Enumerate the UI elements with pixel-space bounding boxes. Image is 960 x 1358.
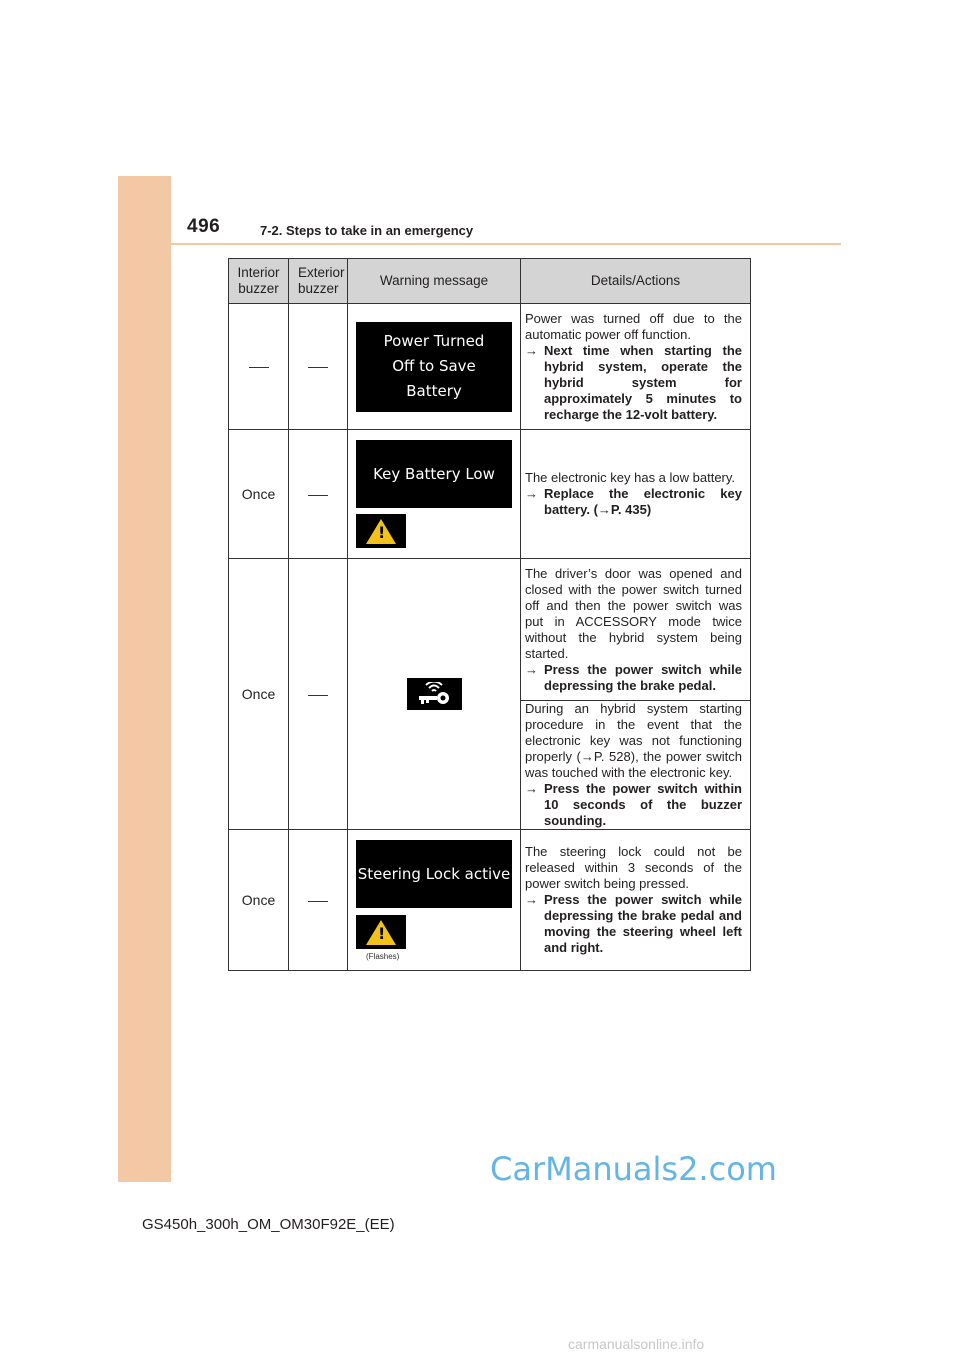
exterior-buzzer-cell <box>289 430 348 559</box>
arrow-icon: → <box>525 781 538 796</box>
details-cell <box>521 304 751 430</box>
action-item <box>525 343 742 423</box>
power-off-display: Power Turned Off to Save Battery <box>356 322 512 412</box>
chapter-sidebar-tab <box>118 176 171 1182</box>
header-interior-buzzer: Interior buzzer <box>229 259 289 304</box>
header-exterior-buzzer: Exterior buzzer <box>289 259 348 304</box>
table-row <box>229 830 751 971</box>
page-number: 496 <box>187 216 221 237</box>
watermark-logo: CarManuals2.com <box>490 1150 777 1188</box>
arrow-icon: → <box>525 661 538 677</box>
none-dash <box>249 367 269 368</box>
arrow-icon: → <box>525 486 538 501</box>
arrow-icon: → <box>525 342 538 358</box>
warning-message-cell <box>348 304 521 430</box>
detail-text: The electronic key has a low battery. <box>525 470 736 485</box>
action-text: Press the power switch within 10 seconds of the buzzer sounding. <box>544 781 742 828</box>
action-text: Replace the electronic key battery. (→P. 435) <box>544 486 742 517</box>
flashes-note: (Flashes) <box>366 952 400 961</box>
action-item <box>525 662 742 694</box>
action-item <box>525 892 742 956</box>
warning-message-cell <box>348 430 521 559</box>
action-text: Next time when starting the hybrid system, operate the hybrid system for approximately 5 minutes to recharge the 12-volt battery. <box>544 342 742 422</box>
table-row <box>229 430 751 559</box>
key-battery-low-display: Key Battery Low <box>356 440 512 508</box>
key-not-detected-icon <box>407 678 462 710</box>
none-dash <box>308 901 328 902</box>
section-title: 7-2. Steps to take in an emergency <box>260 223 474 238</box>
warning-message-cell <box>348 830 521 971</box>
header-rule <box>171 243 841 245</box>
details-cell <box>521 430 751 559</box>
action-text: Press the power switch while depressing the brake pedal. <box>544 661 742 693</box>
details-cell <box>521 559 751 701</box>
steering-lock-display: Steering Lock active <box>356 840 512 908</box>
header-details-actions: Details/Actions <box>521 259 751 304</box>
exterior-buzzer-cell <box>289 830 348 971</box>
none-dash <box>308 367 328 368</box>
warning-message-table <box>228 258 751 971</box>
interior-buzzer-cell: Once <box>229 430 289 559</box>
exterior-buzzer-cell <box>289 559 348 830</box>
warning-message-cell <box>348 559 521 830</box>
details-cell <box>521 830 751 971</box>
footer-model-code: GS450h_300h_OM_OM30F92E_(EE) <box>142 1216 395 1233</box>
detail-text: The driver’s door was opened and closed with the power switch turned off and then the power switch was put in ACCESSORY mode twice without the hybrid system being started. <box>525 565 742 661</box>
master-warning-icon: ! <box>356 514 406 548</box>
action-text: Press the power switch while depressing the brake pedal and moving the steering wheel left and right. <box>544 892 742 955</box>
interior-buzzer-cell <box>229 304 289 430</box>
none-dash <box>308 695 328 696</box>
table-header-row <box>229 259 751 304</box>
interior-buzzer-cell: Once <box>229 559 289 830</box>
interior-buzzer-cell: Once <box>229 830 289 971</box>
detail-text: Power was turned off due to the automatic power off function. <box>525 310 742 342</box>
action-item <box>525 781 742 829</box>
arrow-icon: → <box>525 892 538 907</box>
action-item <box>525 486 742 518</box>
detail-text: The steering lock could not be released within 3 seconds of the power switch being pressed. <box>525 844 742 891</box>
detail-text: During an hybrid system starting procedure in the event that the electronic key was not functioning properly (→P. 528), the power switch was touched with the electronic key. <box>525 701 742 780</box>
header-warning-message: Warning message <box>348 259 521 304</box>
master-warning-icon: ! <box>356 915 406 949</box>
table-row <box>229 559 751 701</box>
details-cell <box>521 701 751 830</box>
none-dash <box>308 495 328 496</box>
exterior-buzzer-cell <box>289 304 348 430</box>
table-row <box>229 304 751 430</box>
bottom-watermark: carmanualsonline.info <box>568 1336 705 1352</box>
